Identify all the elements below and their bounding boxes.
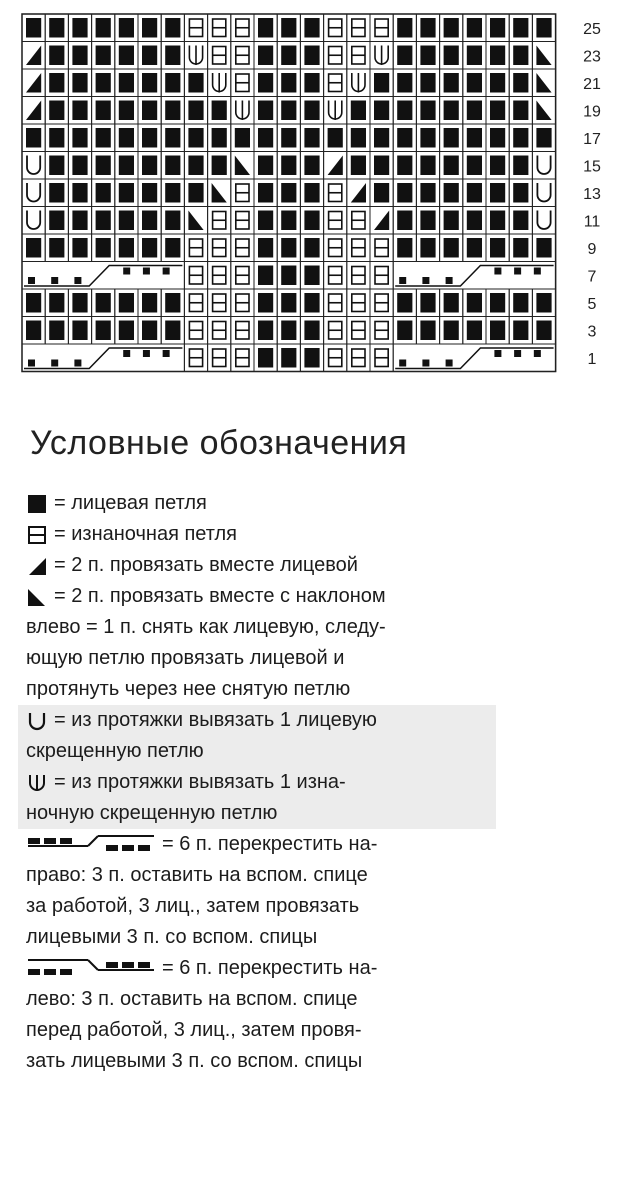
twisted-purl-psi-icon [26, 772, 48, 794]
knit-stitch [397, 18, 412, 38]
legend-text-line: за работой, 3 лиц., затем провязать [26, 895, 360, 917]
knit-stitch [536, 18, 551, 38]
knit-stitch [490, 238, 505, 258]
knit-stitch [96, 46, 111, 66]
knit-stitch [513, 293, 528, 313]
knit-stitch [536, 321, 551, 341]
knit-stitch [26, 18, 41, 38]
legend-text-line: перед работой, 3 лиц., затем провя- [26, 1019, 362, 1041]
legend-item-twisted-purl [26, 767, 496, 798]
row-number: 25 [583, 20, 601, 38]
knit-stitch [536, 128, 551, 148]
knit-stitch [467, 238, 482, 258]
legend-item-cable-left [26, 953, 526, 984]
knit-stitch [444, 183, 459, 203]
knit-stitch [96, 238, 111, 258]
knit-stitch [444, 128, 459, 148]
knit-stitch [304, 266, 319, 286]
knit-stitch [26, 321, 41, 341]
knit-stitch [281, 156, 296, 176]
legend-text: = из протяжки вывязать 1 изна- [54, 771, 346, 793]
cable-stitch [51, 360, 58, 367]
knit-stitch [119, 183, 134, 203]
knit-stitch [467, 183, 482, 203]
knit-stitch [119, 101, 134, 121]
knit-stitch [72, 46, 87, 66]
knit-stitch [188, 73, 203, 93]
legend-text-line: протянуть через нее снятую петлю [26, 678, 351, 700]
knit-stitch [304, 321, 319, 341]
k2tog-triangle-icon [26, 555, 48, 577]
knit-stitch [281, 18, 296, 38]
knit-stitch [72, 238, 87, 258]
legend-item-purl [26, 519, 526, 550]
legend-text-line: зать лицевыми 3 п. со вспом. спицы [26, 1050, 363, 1072]
knit-stitch [444, 211, 459, 231]
knit-stitch [119, 321, 134, 341]
knit-stitch [165, 211, 180, 231]
legend-shaded-block [18, 705, 496, 829]
knit-stitch [49, 211, 64, 231]
knit-stitch [165, 238, 180, 258]
knit-stitch [420, 18, 435, 38]
knit-stitch [72, 101, 87, 121]
knit-stitch [258, 321, 273, 341]
knit-stitch [467, 293, 482, 313]
purl-square-icon [26, 524, 48, 546]
legend-text: = 2 п. провязать вместе лицевой [54, 554, 358, 576]
cable-stitch [446, 360, 453, 367]
knit-stitch [142, 321, 157, 341]
knit-stitch [444, 238, 459, 258]
knit-stitch [49, 183, 64, 203]
knit-stitch [258, 128, 273, 148]
knit-stitch [490, 293, 505, 313]
legend-text-line: право: 3 п. оставить на вспом. спице [26, 864, 368, 886]
knit-stitch [467, 18, 482, 38]
knit-stitch [304, 183, 319, 203]
knit-stitch [258, 348, 273, 368]
cable-stitch [74, 360, 81, 367]
knit-stitch [188, 128, 203, 148]
knit-stitch [397, 211, 412, 231]
knit-stitch [258, 293, 273, 313]
row-number: 11 [583, 213, 601, 231]
knit-stitch [397, 101, 412, 121]
knit-stitch [490, 73, 505, 93]
cable-stitch [51, 277, 58, 284]
knit-stitch [258, 18, 273, 38]
knit-stitch [26, 128, 41, 148]
knit-stitch [142, 18, 157, 38]
knit-stitch [397, 156, 412, 176]
legend-text: = лицевая петля [54, 492, 207, 514]
knit-stitch [467, 128, 482, 148]
knit-stitch [72, 293, 87, 313]
row-number: 5 [587, 295, 597, 313]
cable-stitch [28, 360, 35, 367]
row-number: 9 [587, 240, 597, 258]
ssk-triangle-icon [26, 586, 48, 608]
cable-stitch [422, 360, 429, 367]
knit-stitch [304, 156, 319, 176]
knit-stitch [281, 238, 296, 258]
legend-item-knit [26, 488, 526, 519]
cable-stitch [123, 350, 130, 357]
knit-stitch [165, 183, 180, 203]
knit-stitch [281, 211, 296, 231]
knit-stitch [96, 18, 111, 38]
row-number: 19 [583, 103, 601, 121]
knit-stitch [119, 293, 134, 313]
cable-stitch [399, 360, 406, 367]
knit-stitch [420, 101, 435, 121]
row-number: 15 [583, 158, 601, 176]
knit-stitch [420, 156, 435, 176]
knit-stitch [258, 73, 273, 93]
knit-stitch [165, 18, 180, 38]
knit-stitch [490, 156, 505, 176]
knit-stitch [444, 101, 459, 121]
cable-stitch [143, 350, 150, 357]
knit-stitch [304, 348, 319, 368]
legend-text: = 6 п. перекрестить на- [162, 833, 378, 855]
legend-item-twisted-knit [26, 705, 496, 736]
knit-stitch [119, 18, 134, 38]
knit-stitch [49, 46, 64, 66]
legend-text: = 6 п. перекрестить на- [162, 957, 378, 979]
knit-stitch [513, 46, 528, 66]
legend-text-line: лево: 3 п. оставить на вспом. спице [26, 988, 358, 1010]
knit-stitch [467, 321, 482, 341]
cable-stitch [123, 268, 130, 275]
row-number: 23 [583, 48, 601, 66]
knit-stitch [304, 46, 319, 66]
knit-stitch [328, 128, 343, 148]
legend-text-line: лицевыми 3 п. со вспом. спицы [26, 926, 318, 948]
knit-stitch [188, 183, 203, 203]
knit-stitch [536, 293, 551, 313]
knit-stitch [351, 156, 366, 176]
knit-stitch [119, 211, 134, 231]
knit-stitch [513, 238, 528, 258]
knit-stitch [513, 156, 528, 176]
cable-stitch [514, 350, 521, 357]
row-number: 21 [583, 75, 601, 93]
knit-stitch [49, 238, 64, 258]
knit-stitch [397, 128, 412, 148]
knit-stitch [536, 238, 551, 258]
knit-stitch [490, 211, 505, 231]
cable-stitch [74, 277, 81, 284]
knit-stitch [374, 101, 389, 121]
knit-stitch [490, 101, 505, 121]
knit-stitch [490, 321, 505, 341]
knit-stitch [258, 183, 273, 203]
legend-text: = изнаночная петля [54, 523, 237, 545]
knit-stitch [351, 101, 366, 121]
knit-stitch [142, 183, 157, 203]
cable-stitch [494, 268, 501, 275]
legend-title: Условные обозначения [30, 424, 408, 462]
knit-stitch [142, 101, 157, 121]
knit-stitch [142, 293, 157, 313]
knit-stitch [513, 211, 528, 231]
knit-stitch [96, 293, 111, 313]
knit-stitch [467, 211, 482, 231]
knit-stitch [374, 156, 389, 176]
legend-item-k2tog [26, 550, 526, 581]
legend-item-ssk [26, 581, 526, 612]
cable-stitch [534, 350, 541, 357]
knit-stitch [142, 156, 157, 176]
knit-stitch [304, 101, 319, 121]
knit-stitch [467, 73, 482, 93]
knit-stitch [444, 156, 459, 176]
knit-stitch [281, 183, 296, 203]
knit-stitch [49, 293, 64, 313]
knit-stitch [72, 73, 87, 93]
knit-stitch [420, 73, 435, 93]
legend [26, 488, 526, 1077]
knit-stitch [165, 101, 180, 121]
knit-stitch [72, 156, 87, 176]
knit-stitch [142, 128, 157, 148]
knit-stitch [72, 211, 87, 231]
knit-stitch [235, 128, 250, 148]
knit-stitch [258, 46, 273, 66]
knit-stitch [281, 321, 296, 341]
knit-stitch [119, 238, 134, 258]
knit-stitch [490, 18, 505, 38]
cable-right-icon [26, 833, 156, 857]
knit-stitch [26, 238, 41, 258]
knit-stitch [304, 128, 319, 148]
knit-stitch [513, 183, 528, 203]
knit-square-icon [26, 493, 48, 515]
knit-stitch [49, 18, 64, 38]
knit-stitch [72, 128, 87, 148]
legend-text-line: скрещенную петлю [26, 740, 204, 762]
knit-stitch [165, 128, 180, 148]
twisted-knit-u-icon [26, 710, 48, 732]
knit-stitch [467, 156, 482, 176]
legend-text-line: ночную скрещенную петлю [26, 802, 278, 824]
row-number: 13 [583, 185, 601, 203]
knit-stitch [142, 46, 157, 66]
legend-item-cable-right [26, 829, 526, 860]
knit-stitch [26, 293, 41, 313]
cable-stitch [494, 350, 501, 357]
knit-stitch [165, 73, 180, 93]
knit-stitch [96, 321, 111, 341]
knit-stitch [420, 183, 435, 203]
knit-stitch [258, 266, 273, 286]
knit-stitch [49, 101, 64, 121]
knit-stitch [467, 46, 482, 66]
knit-stitch [72, 321, 87, 341]
knit-stitch [212, 156, 227, 176]
knit-stitch [212, 128, 227, 148]
knit-stitch [444, 321, 459, 341]
knit-stitch [467, 101, 482, 121]
knit-stitch [420, 128, 435, 148]
knit-stitch [444, 46, 459, 66]
knit-stitch [444, 293, 459, 313]
knit-stitch [304, 211, 319, 231]
cable-stitch [163, 268, 170, 275]
cable-stitch [163, 350, 170, 357]
knit-stitch [397, 238, 412, 258]
knit-stitch [513, 73, 528, 93]
legend-text: = 2 п. провязать вместе с наклоном [54, 585, 386, 607]
knit-stitch [165, 293, 180, 313]
knit-stitch [351, 128, 366, 148]
row-number: 3 [587, 323, 597, 341]
cable-stitch [28, 277, 35, 284]
knit-stitch [49, 321, 64, 341]
knit-stitch [397, 183, 412, 203]
knit-stitch [142, 211, 157, 231]
knit-stitch [96, 128, 111, 148]
knit-stitch [420, 211, 435, 231]
row-number: 17 [583, 130, 601, 148]
legend-text: = из протяжки вывязать 1 лицевую [54, 709, 377, 731]
knit-stitch [258, 156, 273, 176]
legend-text-line: влево = 1 п. снять как лицевую, следу- [26, 616, 386, 638]
cable-stitch [446, 277, 453, 284]
knit-stitch [420, 293, 435, 313]
knit-stitch [142, 238, 157, 258]
knit-stitch [281, 46, 296, 66]
knitting-chart [0, 0, 620, 400]
knit-stitch [513, 18, 528, 38]
knit-stitch [165, 46, 180, 66]
knit-stitch [119, 73, 134, 93]
knit-stitch [72, 183, 87, 203]
knit-stitch [420, 321, 435, 341]
knit-stitch [490, 183, 505, 203]
knit-stitch [188, 156, 203, 176]
knit-stitch [513, 321, 528, 341]
knit-stitch [281, 293, 296, 313]
knit-stitch [490, 46, 505, 66]
knit-stitch [49, 73, 64, 93]
knit-stitch [281, 266, 296, 286]
knit-stitch [490, 128, 505, 148]
knit-stitch [374, 73, 389, 93]
knit-stitch [304, 238, 319, 258]
knit-stitch [96, 73, 111, 93]
knit-stitch [374, 183, 389, 203]
row-number: 1 [587, 350, 597, 368]
knit-stitch [258, 238, 273, 258]
knit-stitch [165, 156, 180, 176]
cable-stitch [399, 277, 406, 284]
knit-stitch [397, 293, 412, 313]
knit-stitch [96, 183, 111, 203]
cable-stitch [514, 268, 521, 275]
cable-stitch [143, 268, 150, 275]
knit-stitch [119, 46, 134, 66]
cable-stitch [534, 268, 541, 275]
knit-stitch [212, 101, 227, 121]
knit-stitch [281, 348, 296, 368]
knit-stitch [258, 101, 273, 121]
knit-stitch [513, 128, 528, 148]
knit-stitch [304, 18, 319, 38]
knit-stitch [281, 101, 296, 121]
knit-stitch [49, 128, 64, 148]
cable-stitch [422, 277, 429, 284]
knit-stitch [374, 128, 389, 148]
row-number: 7 [587, 268, 597, 286]
knit-stitch [420, 46, 435, 66]
knit-stitch [96, 156, 111, 176]
knit-stitch [119, 156, 134, 176]
knit-stitch [96, 101, 111, 121]
legend-text-line: ющую петлю провязать лицевой и [26, 647, 345, 669]
knit-stitch [304, 293, 319, 313]
knit-stitch [444, 73, 459, 93]
cable-left-icon [26, 957, 156, 981]
knit-stitch [397, 73, 412, 93]
knit-stitch [96, 211, 111, 231]
knit-stitch [304, 73, 319, 93]
knit-stitch [258, 211, 273, 231]
knit-stitch [165, 321, 180, 341]
knit-stitch [397, 321, 412, 341]
knit-stitch [513, 101, 528, 121]
knit-stitch [49, 156, 64, 176]
knit-stitch [72, 18, 87, 38]
knit-stitch [420, 238, 435, 258]
knit-stitch [281, 73, 296, 93]
knit-stitch [142, 73, 157, 93]
knit-stitch [444, 18, 459, 38]
knit-stitch [119, 128, 134, 148]
knit-stitch [188, 101, 203, 121]
knit-stitch [281, 128, 296, 148]
knit-stitch [397, 46, 412, 66]
